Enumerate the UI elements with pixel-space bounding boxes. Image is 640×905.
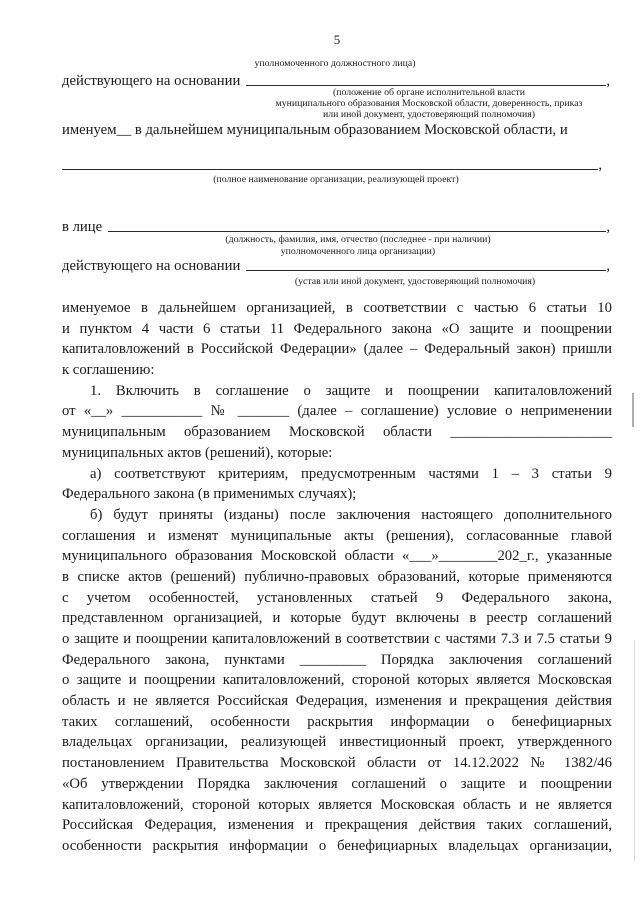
body-line: Федерального закона, пунктами _________ Порядка заключения соглашений xyxy=(62,651,612,668)
body-line: таких соглашений, особенности раскрытия информации о бенефициарных xyxy=(62,713,612,730)
field-caption: уполномоченного должностного лица) xyxy=(254,58,416,69)
body-line: область и не является Российская Федерация, изменения и прекращения действия xyxy=(62,693,612,710)
caption-line: или иной документ, удостоверяющий полномочия) xyxy=(323,109,535,120)
body-line: муниципального образования Московской области «___»________202_г., указанные xyxy=(62,548,612,565)
body-line: 1. Включить в соглашение о защите и поощрении капиталовложений xyxy=(90,382,612,399)
body-line: в списке актов (решений) публично-правовых образований, которые применяются xyxy=(62,568,612,585)
blank-line xyxy=(62,169,598,170)
field-suffix: , xyxy=(606,73,610,89)
body-line: муниципальных актов (решений), которые: xyxy=(62,444,333,461)
body-line: о защите и поощрении капиталовложений, стороной которых является Московская xyxy=(62,672,612,689)
body-line: к соглашению: xyxy=(62,362,155,379)
body-line: Российская Федерация, изменения и прекращения действия таких соглашений, xyxy=(62,817,612,834)
paragraph xyxy=(62,505,612,857)
body-line: особенности раскрытия информации о бенефициарных владельцах организации, xyxy=(62,837,612,854)
field-caption: (устав или иной документ, удостоверяющий полномочия) xyxy=(294,276,536,287)
blank-line xyxy=(246,270,606,271)
organization-basis-line xyxy=(62,257,610,275)
body-line: «Об утверждении Порядка заключения соглашений о защите и поощрении xyxy=(62,775,612,792)
body-line: б) будут приняты (изданы) после заключения настоящего дополнительного xyxy=(90,506,612,523)
field-suffix: , xyxy=(606,219,610,235)
body-line: представленном организацией, и которые будут включены в реестр соглашений xyxy=(62,610,612,627)
field-label: действующего на основании xyxy=(62,73,241,89)
blank-line xyxy=(246,85,606,86)
body-line: о защите и поощрении капиталовложений в соответствии с частями 7.3 и 7.5 статьи 9 xyxy=(62,631,612,647)
named-as-line: именуем__ в дальнейшем муниципальным образованием Московской области, и xyxy=(62,122,568,138)
scan-mark xyxy=(632,393,634,427)
body-line: муниципальным образованием Московской области ______________________ xyxy=(62,424,612,441)
body-line: а) соответствуют критериям, предусмотренным частями 1 – 3 статьи 9 xyxy=(90,465,612,482)
body-line: капиталовложений в Российской Федерации» (далее – Федеральный закон) пришли xyxy=(62,341,612,358)
body-line: владельцах организации, реализующей инвестиционный проект, утвержденного xyxy=(62,734,612,751)
page-number: 5 xyxy=(333,32,341,47)
field-suffix: , xyxy=(598,157,602,173)
body-line: с учетом особенностей, установленных статьей 9 Федерального закона, xyxy=(62,589,612,606)
body-line: от «__» ___________ № _______ (далее – соглашение) условие о неприменении xyxy=(62,403,612,420)
organization-line xyxy=(62,156,602,174)
field-caption: (полное наименование организации, реализующей проект) xyxy=(213,174,459,185)
caption-line: муниципального образования Московской области, доверенность, приказ xyxy=(275,98,583,109)
paragraph xyxy=(62,381,612,464)
scan-mark xyxy=(634,640,635,862)
field-suffix: , xyxy=(606,258,610,274)
field-caption xyxy=(208,234,508,258)
body-line: соглашения и изменят муниципальные акты (решения), согласованные главой xyxy=(62,527,612,544)
paragraph xyxy=(62,298,612,381)
body-line: именуемое в дальнейшем организацией, в соответствии с частью 6 статьи 10 xyxy=(62,300,612,316)
body-line: постановлением Правительства Московской области от 14.12.2022 № 1382/46 xyxy=(62,755,612,772)
body-line: Федерального закона (в применимых случаях); xyxy=(62,486,357,503)
blank-line xyxy=(108,231,606,232)
field-label: действующего на основании xyxy=(62,258,241,274)
paragraph xyxy=(62,464,612,505)
caption-line: (положение об органе исполнительной власти xyxy=(332,87,526,98)
caption-line: (должность, фамилия, имя, отчество (последнее - при наличии) xyxy=(225,234,491,245)
document-body xyxy=(62,298,612,857)
caption-line: уполномоченного лица организации) xyxy=(280,246,436,257)
body-line: капиталовложений, стороной которых является Московская область и не является xyxy=(62,796,612,813)
field-label: в лице xyxy=(62,219,103,235)
field-caption xyxy=(229,87,629,120)
body-line: и пунктом 4 части 6 статьи 11 Федерального закона «О защите и поощрении xyxy=(62,320,612,337)
